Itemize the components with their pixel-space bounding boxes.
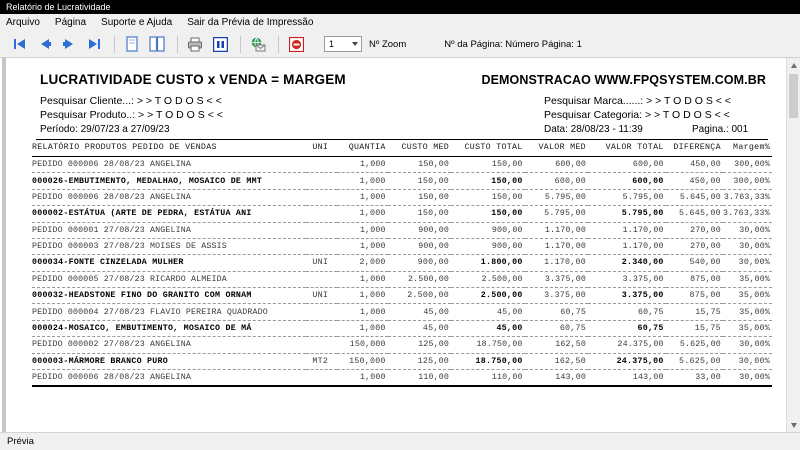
cell-diferenca: 5.645,00	[666, 206, 723, 222]
cell-custo-med: 2.500,00	[388, 271, 451, 287]
toolbar-separator-1	[114, 36, 115, 53]
cell-valor-med: 600,00	[525, 173, 588, 189]
header-rule	[36, 139, 768, 140]
vertical-scrollbar[interactable]	[786, 58, 800, 432]
cell-valor-med: 3.375,00	[525, 271, 588, 287]
cell-desc: 000003-MÁRMORE BRANCO PURO	[32, 353, 306, 369]
cell-custo-total: 1.800,00	[451, 255, 525, 271]
table-row	[32, 320, 772, 336]
table-row	[32, 222, 772, 238]
table-row	[32, 288, 772, 304]
cell-margem: 30,00%	[723, 238, 772, 254]
filter-produto: Pesquisar Produto..: > > T O D O S < <	[40, 109, 223, 121]
cell-custo-med: 900,00	[388, 222, 451, 238]
first-page-icon[interactable]	[8, 34, 30, 55]
cell-custo-med: 900,00	[388, 238, 451, 254]
cell-quantia: 1,000	[337, 304, 388, 320]
cell-margem: 30,00%	[723, 353, 772, 369]
cell-uni	[306, 337, 337, 353]
printer-setup-icon[interactable]	[209, 34, 231, 55]
cell-uni	[306, 304, 337, 320]
cell-valor-total: 600,00	[588, 173, 666, 189]
table-row	[32, 271, 772, 287]
cell-custo-total: 45,00	[451, 320, 525, 336]
cell-valor-med: 5.795,00	[525, 206, 588, 222]
filter-cliente: Pesquisar Cliente...: > > T O D O S < <	[40, 95, 222, 107]
toolbar-separator-4	[278, 36, 279, 53]
cell-valor-total: 5.795,00	[588, 189, 666, 205]
cell-margem: 300,00%	[723, 157, 772, 173]
cell-custo-total: 2.500,00	[451, 288, 525, 304]
cell-custo-total: 900,00	[451, 222, 525, 238]
cell-valor-med: 1.170,00	[525, 255, 588, 271]
cell-margem: 30,00%	[723, 222, 772, 238]
cell-quantia: 1,000	[337, 189, 388, 205]
preview-area	[0, 58, 800, 432]
cell-custo-med: 110,00	[388, 369, 451, 386]
cell-diferenca: 270,00	[666, 222, 723, 238]
cell-custo-total: 150,00	[451, 189, 525, 205]
report-title: LUCRATIVIDADE CUSTO x VENDA = MARGEM	[40, 72, 346, 87]
table-row	[32, 157, 772, 173]
column-header-desc: RELATÓRIO PRODUTOS PEDIDO DE VENDAS	[32, 140, 306, 157]
table-row	[32, 369, 772, 386]
cell-quantia: 2,000	[337, 255, 388, 271]
table-row	[32, 304, 772, 320]
cell-custo-total: 110,00	[451, 369, 525, 386]
column-header-valor-med: VALOR MED	[525, 140, 588, 157]
cell-valor-med: 5.795,00	[525, 189, 588, 205]
table-row	[32, 255, 772, 271]
cell-diferenca: 33,00	[666, 369, 723, 386]
cell-quantia: 150,000	[337, 353, 388, 369]
cell-desc: PEDIDO 000002 27/08/23 ANGELINA	[32, 337, 306, 353]
cell-valor-total: 60,75	[588, 304, 666, 320]
report-content	[32, 68, 772, 432]
cell-custo-total: 45,00	[451, 304, 525, 320]
scroll-down-icon[interactable]	[787, 418, 800, 432]
cell-desc: PEDIDO 000001 27/08/23 ANGELINA	[32, 222, 306, 238]
cell-custo-med: 2.500,00	[388, 288, 451, 304]
cell-uni: UNI	[306, 255, 337, 271]
cell-diferenca: 540,00	[666, 255, 723, 271]
menu-item-sair-da-previa-de-impressao[interactable]: Sair da Prévia de Impressão	[187, 17, 314, 28]
cell-uni	[306, 206, 337, 222]
cell-uni	[306, 369, 337, 386]
toolbar	[0, 31, 800, 58]
report-header	[32, 68, 772, 140]
cell-custo-med: 150,00	[388, 206, 451, 222]
column-header-diferenca: DIFERENÇA	[666, 140, 723, 157]
scrollbar-thumb[interactable]	[789, 74, 798, 118]
table-row	[32, 238, 772, 254]
column-header-quantia: QUANTIA	[337, 140, 388, 157]
toolbar-separator-2	[177, 36, 178, 53]
cell-diferenca: 450,00	[666, 157, 723, 173]
cell-desc: PEDIDO 000006 28/08/23 ANGELINA	[32, 189, 306, 205]
cell-desc: PEDIDO 000004 27/08/23 FLAVIO PEREIRA QUADRADO	[32, 304, 306, 320]
cell-uni	[306, 222, 337, 238]
cell-margem: 30,00%	[723, 369, 772, 386]
cell-valor-med: 1.170,00	[525, 222, 588, 238]
cell-custo-med: 45,00	[388, 320, 451, 336]
cell-valor-med: 162,50	[525, 353, 588, 369]
cell-custo-total: 2.500,00	[451, 271, 525, 287]
cell-desc: 000024-MOSAICO, EMBUTIMENTO, MOSAICO DE MÁ	[32, 320, 306, 336]
cell-desc: 000032-HEADSTONE FINO DO GRANITO COM ORNAM	[32, 288, 306, 304]
page-sheet	[2, 58, 786, 432]
menu-item-pagina[interactable]: Página	[54, 17, 87, 28]
toolbar-separator-3	[240, 36, 241, 53]
cell-diferenca: 5.625,00	[666, 353, 723, 369]
page-number-label: Nº da Página: Número Página: 1	[444, 38, 582, 50]
scroll-up-icon[interactable]	[787, 58, 800, 72]
cell-valor-med: 60,75	[525, 320, 588, 336]
filter-categoria: Pesquisar Categoria: > > T O D O S < <	[544, 109, 730, 121]
zoom-label: Nº Zoom	[369, 38, 407, 50]
report-pagina: Pagina.: 001	[692, 124, 749, 135]
cell-custo-total: 18.750,00	[451, 353, 525, 369]
cell-valor-total: 60,75	[588, 320, 666, 336]
cell-custo-med: 150,00	[388, 189, 451, 205]
menu-bar	[0, 14, 800, 31]
cell-margem: 30,00%	[723, 337, 772, 353]
cell-margem: 35,00%	[723, 320, 772, 336]
zoom-control[interactable]	[324, 36, 582, 52]
cell-uni	[306, 271, 337, 287]
cell-margem: 35,00%	[723, 271, 772, 287]
cell-custo-med: 125,00	[388, 337, 451, 353]
column-header-margem: Margem%	[723, 140, 772, 157]
cell-valor-total: 1.170,00	[588, 238, 666, 254]
chevron-down-icon	[352, 42, 358, 46]
close-icon[interactable]	[285, 34, 307, 55]
column-header-uni: UNI	[306, 140, 337, 157]
column-header-custo-total: CUSTO TOTAL	[451, 140, 525, 157]
cell-valor-total: 3.375,00	[588, 271, 666, 287]
cell-diferenca: 15,75	[666, 304, 723, 320]
cell-margem: 300,00%	[723, 173, 772, 189]
cell-margem: 30,00%	[723, 255, 772, 271]
cell-custo-med: 125,00	[388, 353, 451, 369]
cell-diferenca: 5.645,00	[666, 189, 723, 205]
cell-margem: 3.763,33%	[723, 206, 772, 222]
table-row	[32, 173, 772, 189]
cell-valor-total: 1.170,00	[588, 222, 666, 238]
cell-uni	[306, 173, 337, 189]
company-title: DEMONSTRACAO WWW.FPQSYSTEM.COM.BR	[481, 73, 766, 87]
cell-quantia: 150,000	[337, 337, 388, 353]
cell-custo-total: 900,00	[451, 238, 525, 254]
cell-diferenca: 875,00	[666, 271, 723, 287]
table-header-row	[32, 140, 772, 157]
cell-diferenca: 5.625,00	[666, 337, 723, 353]
report-periodo: Período: 29/07/23 a 27/09/23	[40, 124, 170, 135]
filter-marca: Pesquisar Marca......: > > T O D O S < <	[544, 95, 731, 107]
print-icon[interactable]	[184, 34, 206, 55]
single-page-icon[interactable]	[121, 34, 143, 55]
cell-quantia: 1,000	[337, 369, 388, 386]
cell-custo-med: 150,00	[388, 157, 451, 173]
cell-diferenca: 875,00	[666, 288, 723, 304]
table-row	[32, 189, 772, 205]
cell-valor-total: 24.375,00	[588, 337, 666, 353]
cell-valor-total: 5.795,00	[588, 206, 666, 222]
cell-valor-med: 1.170,00	[525, 238, 588, 254]
column-header-custo-med: CUSTO MED	[388, 140, 451, 157]
column-header-valor-total: VALOR TOTAL	[588, 140, 666, 157]
table-row	[32, 353, 772, 369]
cell-custo-med: 900,00	[388, 255, 451, 271]
report-table	[32, 140, 772, 387]
zoom-select[interactable]	[324, 36, 362, 52]
cell-quantia: 1,000	[337, 173, 388, 189]
cell-custo-total: 18.750,00	[451, 337, 525, 353]
cell-valor-med: 60,75	[525, 304, 588, 320]
cell-quantia: 1,000	[337, 222, 388, 238]
cell-valor-total: 143,00	[588, 369, 666, 386]
last-page-icon[interactable]	[83, 34, 105, 55]
cell-margem: 3.763,33%	[723, 189, 772, 205]
cell-custo-total: 150,00	[451, 173, 525, 189]
cell-diferenca: 450,00	[666, 173, 723, 189]
export-icon[interactable]	[247, 34, 269, 55]
cell-diferenca: 270,00	[666, 238, 723, 254]
window-title-bar	[0, 0, 800, 14]
cell-quantia: 1,000	[337, 206, 388, 222]
cell-desc: 000026-EMBUTIMENTO, MEDALHAO, MOSAICO DE MMT	[32, 173, 306, 189]
table-row	[32, 337, 772, 353]
report-data: Data: 28/08/23 - 11:39	[544, 124, 643, 135]
next-page-icon[interactable]	[58, 34, 80, 55]
cell-quantia: 1,000	[337, 238, 388, 254]
cell-valor-total: 2.340,00	[588, 255, 666, 271]
cell-uni	[306, 320, 337, 336]
two-page-icon[interactable]	[146, 34, 168, 55]
cell-desc: PEDIDO 000006 28/08/23 ANGELINA	[32, 369, 306, 386]
cell-valor-med: 600,00	[525, 157, 588, 173]
cell-uni: MT2	[306, 353, 337, 369]
cell-quantia: 1,000	[337, 320, 388, 336]
menu-item-suporte-e-ajuda[interactable]: Suporte e Ajuda	[101, 17, 173, 28]
previous-page-icon[interactable]	[33, 34, 55, 55]
table-row	[32, 206, 772, 222]
window-title: Relatório de Lucratividade	[6, 2, 111, 12]
cell-valor-total: 600,00	[588, 157, 666, 173]
cell-quantia: 1,000	[337, 288, 388, 304]
cell-uni: UNI	[306, 288, 337, 304]
cell-quantia: 1,000	[337, 271, 388, 287]
table-body	[32, 157, 772, 387]
status-text: Prévia	[7, 436, 34, 447]
cell-margem: 35,00%	[723, 304, 772, 320]
cell-margem: 35,00%	[723, 288, 772, 304]
cell-uni	[306, 157, 337, 173]
cell-desc: PEDIDO 000006 28/08/23 ANGELINA	[32, 157, 306, 173]
cell-uni	[306, 238, 337, 254]
cell-quantia: 1,000	[337, 157, 388, 173]
cell-desc: PEDIDO 000003 27/08/23 MOISES DE ASSIS	[32, 238, 306, 254]
cell-custo-med: 45,00	[388, 304, 451, 320]
cell-desc: PEDIDO 000005 27/08/23 RICARDO ALMEIDA	[32, 271, 306, 287]
menu-item-arquivo[interactable]: Arquivo	[6, 17, 40, 28]
cell-valor-med: 143,00	[525, 369, 588, 386]
cell-custo-total: 150,00	[451, 206, 525, 222]
cell-custo-total: 150,00	[451, 157, 525, 173]
cell-desc: 000034-FONTE CINZELADA MULHER	[32, 255, 306, 271]
status-bar	[0, 432, 800, 450]
cell-valor-med: 162,50	[525, 337, 588, 353]
cell-valor-total: 24.375,00	[588, 353, 666, 369]
cell-valor-total: 3.375,00	[588, 288, 666, 304]
cell-custo-med: 150,00	[388, 173, 451, 189]
cell-desc: 000002-ESTÁTUA (ARTE DE PEDRA, ESTÁTUA ANI	[32, 206, 306, 222]
cell-diferenca: 15,75	[666, 320, 723, 336]
cell-uni	[306, 189, 337, 205]
zoom-value: 1	[329, 39, 335, 49]
cell-valor-med: 3.375,00	[525, 288, 588, 304]
